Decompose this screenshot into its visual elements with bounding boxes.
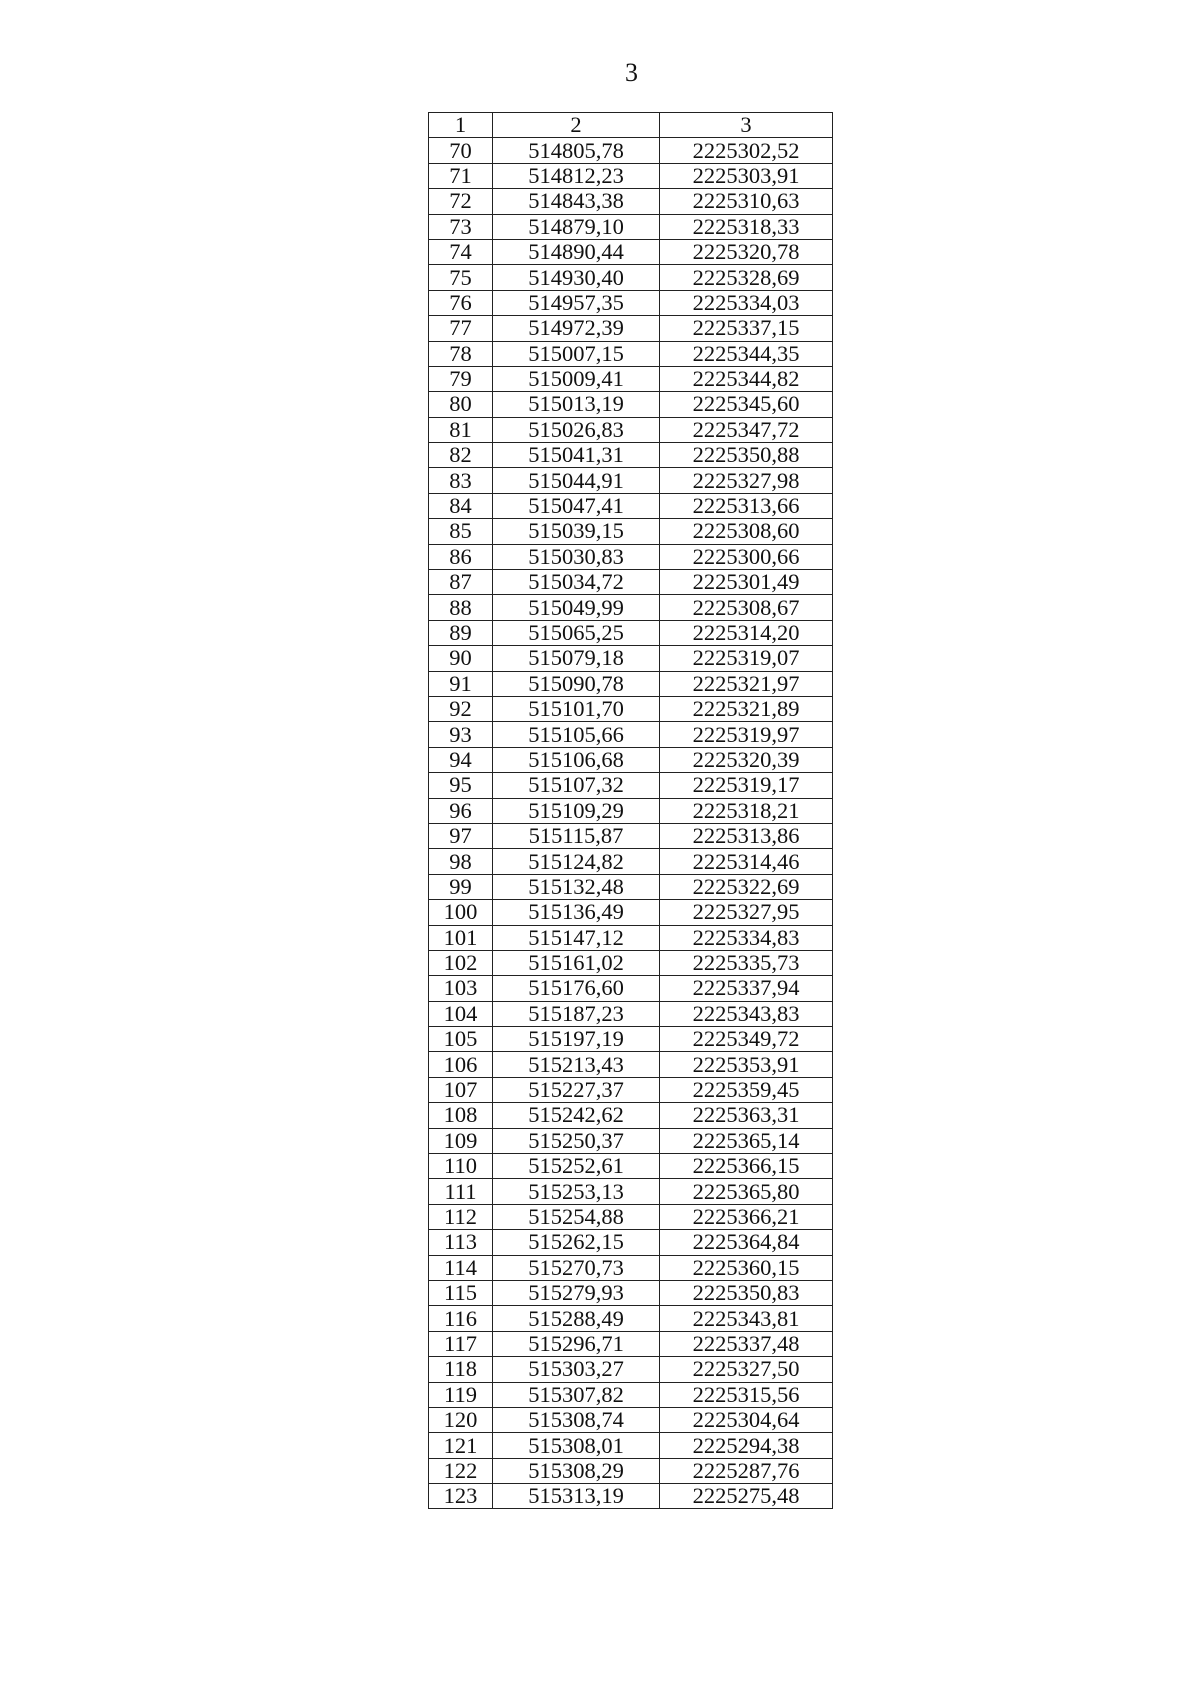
y-coordinate-cell: 2225314,46 — [660, 849, 833, 874]
point-number-cell: 104 — [429, 1001, 493, 1026]
point-number-cell: 87 — [429, 570, 493, 595]
point-number-cell: 108 — [429, 1103, 493, 1128]
table-row — [429, 849, 833, 874]
table-row — [429, 925, 833, 950]
table-row — [429, 798, 833, 823]
point-number-cell: 112 — [429, 1204, 493, 1229]
point-number-cell: 119 — [429, 1382, 493, 1407]
x-coordinate-cell: 515308,29 — [493, 1458, 660, 1483]
y-coordinate-cell: 2225364,84 — [660, 1230, 833, 1255]
x-coordinate-cell: 515176,60 — [493, 976, 660, 1001]
x-coordinate-cell: 515132,48 — [493, 874, 660, 899]
x-coordinate-cell: 515270,73 — [493, 1255, 660, 1280]
table-row — [429, 1103, 833, 1128]
table-header — [429, 113, 833, 138]
x-coordinate-cell: 515065,25 — [493, 620, 660, 645]
point-number-cell: 82 — [429, 443, 493, 468]
y-coordinate-cell: 2225344,35 — [660, 341, 833, 366]
x-coordinate-cell: 514879,10 — [493, 214, 660, 239]
point-number-cell: 110 — [429, 1154, 493, 1179]
table-row — [429, 341, 833, 366]
y-coordinate-cell: 2225320,39 — [660, 747, 833, 772]
y-coordinate-cell: 2225365,14 — [660, 1128, 833, 1153]
point-number-cell: 76 — [429, 290, 493, 315]
point-number-cell: 75 — [429, 265, 493, 290]
x-coordinate-cell: 515079,18 — [493, 646, 660, 671]
point-number-cell: 85 — [429, 519, 493, 544]
table-row — [429, 747, 833, 772]
x-coordinate-cell: 515013,19 — [493, 392, 660, 417]
point-number-cell: 92 — [429, 696, 493, 721]
point-number-cell: 120 — [429, 1407, 493, 1432]
y-coordinate-cell: 2225321,89 — [660, 696, 833, 721]
x-coordinate-cell: 514972,39 — [493, 316, 660, 341]
point-number-cell: 96 — [429, 798, 493, 823]
y-coordinate-cell: 2225327,50 — [660, 1357, 833, 1382]
y-coordinate-cell: 2225328,69 — [660, 265, 833, 290]
x-coordinate-cell: 515288,49 — [493, 1306, 660, 1331]
coordinates-table — [428, 112, 833, 1509]
y-coordinate-cell: 2225343,83 — [660, 1001, 833, 1026]
table-row — [429, 1433, 833, 1458]
x-coordinate-cell: 515253,13 — [493, 1179, 660, 1204]
table-row — [429, 290, 833, 315]
point-number-cell: 117 — [429, 1331, 493, 1356]
y-coordinate-cell: 2225321,97 — [660, 671, 833, 696]
table-row — [429, 468, 833, 493]
x-coordinate-cell: 515044,91 — [493, 468, 660, 493]
table-row — [429, 570, 833, 595]
table-row — [429, 1154, 833, 1179]
point-number-cell: 102 — [429, 950, 493, 975]
y-coordinate-cell: 2225360,15 — [660, 1255, 833, 1280]
x-coordinate-cell: 515197,19 — [493, 1027, 660, 1052]
y-coordinate-cell: 2225349,72 — [660, 1027, 833, 1052]
y-coordinate-cell: 2225319,07 — [660, 646, 833, 671]
x-coordinate-cell: 515254,88 — [493, 1204, 660, 1229]
y-coordinate-cell: 2225275,48 — [660, 1484, 833, 1509]
point-number-cell: 73 — [429, 214, 493, 239]
y-coordinate-cell: 2225366,21 — [660, 1204, 833, 1229]
point-number-cell: 77 — [429, 316, 493, 341]
y-coordinate-cell: 2225334,83 — [660, 925, 833, 950]
y-coordinate-cell: 2225302,52 — [660, 138, 833, 163]
x-coordinate-cell: 515030,83 — [493, 544, 660, 569]
x-coordinate-cell: 515262,15 — [493, 1230, 660, 1255]
table-row — [429, 316, 833, 341]
column-header-3: 3 — [660, 113, 833, 138]
y-coordinate-cell: 2225318,33 — [660, 214, 833, 239]
y-coordinate-cell: 2225350,88 — [660, 443, 833, 468]
point-number-cell: 79 — [429, 366, 493, 391]
table-row — [429, 773, 833, 798]
header-row — [429, 113, 833, 138]
x-coordinate-cell: 515106,68 — [493, 747, 660, 772]
x-coordinate-cell: 515147,12 — [493, 925, 660, 950]
x-coordinate-cell: 515252,61 — [493, 1154, 660, 1179]
y-coordinate-cell: 2225350,83 — [660, 1280, 833, 1305]
table-row — [429, 595, 833, 620]
point-number-cell: 84 — [429, 493, 493, 518]
point-number-cell: 94 — [429, 747, 493, 772]
y-coordinate-cell: 2225313,66 — [660, 493, 833, 518]
x-coordinate-cell: 515007,15 — [493, 341, 660, 366]
point-number-cell: 91 — [429, 671, 493, 696]
x-coordinate-cell: 515296,71 — [493, 1331, 660, 1356]
y-coordinate-cell: 2225308,67 — [660, 595, 833, 620]
x-coordinate-cell: 515124,82 — [493, 849, 660, 874]
point-number-cell: 93 — [429, 722, 493, 747]
point-number-cell: 123 — [429, 1484, 493, 1509]
point-number-cell: 116 — [429, 1306, 493, 1331]
table-row — [429, 900, 833, 925]
page-number: 3 — [625, 58, 638, 87]
table-row — [429, 976, 833, 1001]
table-row — [429, 1484, 833, 1509]
y-coordinate-cell: 2225303,91 — [660, 163, 833, 188]
table-row — [429, 1382, 833, 1407]
table-row — [429, 646, 833, 671]
x-coordinate-cell: 515250,37 — [493, 1128, 660, 1153]
x-coordinate-cell: 515115,87 — [493, 823, 660, 848]
table-row — [429, 163, 833, 188]
point-number-cell: 97 — [429, 823, 493, 848]
table-row — [429, 214, 833, 239]
y-coordinate-cell: 2225359,45 — [660, 1077, 833, 1102]
y-coordinate-cell: 2225363,31 — [660, 1103, 833, 1128]
point-number-cell: 109 — [429, 1128, 493, 1153]
x-coordinate-cell: 515242,62 — [493, 1103, 660, 1128]
table-row — [429, 950, 833, 975]
table-row — [429, 1204, 833, 1229]
point-number-cell: 122 — [429, 1458, 493, 1483]
x-coordinate-cell: 515107,32 — [493, 773, 660, 798]
y-coordinate-cell: 2225319,17 — [660, 773, 833, 798]
table-row — [429, 722, 833, 747]
point-number-cell: 90 — [429, 646, 493, 671]
x-coordinate-cell: 514805,78 — [493, 138, 660, 163]
point-number-cell: 114 — [429, 1255, 493, 1280]
point-number-cell: 111 — [429, 1179, 493, 1204]
table-row — [429, 417, 833, 442]
table-row — [429, 1255, 833, 1280]
point-number-cell: 101 — [429, 925, 493, 950]
table-row — [429, 1230, 833, 1255]
table-row — [429, 1052, 833, 1077]
table-row — [429, 1458, 833, 1483]
point-number-cell: 88 — [429, 595, 493, 620]
y-coordinate-cell: 2225320,78 — [660, 239, 833, 264]
y-coordinate-cell: 2225294,38 — [660, 1433, 833, 1458]
point-number-cell: 83 — [429, 468, 493, 493]
point-number-cell: 121 — [429, 1433, 493, 1458]
y-coordinate-cell: 2225335,73 — [660, 950, 833, 975]
y-coordinate-cell: 2225337,94 — [660, 976, 833, 1001]
table-body — [429, 138, 833, 1509]
y-coordinate-cell: 2225347,72 — [660, 417, 833, 442]
y-coordinate-cell: 2225345,60 — [660, 392, 833, 417]
x-coordinate-cell: 515041,31 — [493, 443, 660, 468]
point-number-cell: 78 — [429, 341, 493, 366]
x-coordinate-cell: 515187,23 — [493, 1001, 660, 1026]
x-coordinate-cell: 515026,83 — [493, 417, 660, 442]
point-number-cell: 118 — [429, 1357, 493, 1382]
x-coordinate-cell: 515227,37 — [493, 1077, 660, 1102]
table-row — [429, 366, 833, 391]
point-number-cell: 71 — [429, 163, 493, 188]
x-coordinate-cell: 515161,02 — [493, 950, 660, 975]
x-coordinate-cell: 515279,93 — [493, 1280, 660, 1305]
y-coordinate-cell: 2225314,20 — [660, 620, 833, 645]
x-coordinate-cell: 515009,41 — [493, 366, 660, 391]
table-row — [429, 874, 833, 899]
table-row — [429, 823, 833, 848]
x-coordinate-cell: 514843,38 — [493, 189, 660, 214]
table-row — [429, 189, 833, 214]
column-header-1: 1 — [429, 113, 493, 138]
table-row — [429, 443, 833, 468]
point-number-cell: 81 — [429, 417, 493, 442]
x-coordinate-cell: 515047,41 — [493, 493, 660, 518]
table-row — [429, 265, 833, 290]
table-row — [429, 1001, 833, 1026]
y-coordinate-cell: 2225344,82 — [660, 366, 833, 391]
x-coordinate-cell: 515105,66 — [493, 722, 660, 747]
y-coordinate-cell: 2225318,21 — [660, 798, 833, 823]
point-number-cell: 70 — [429, 138, 493, 163]
x-coordinate-cell: 514957,35 — [493, 290, 660, 315]
y-coordinate-cell: 2225313,86 — [660, 823, 833, 848]
x-coordinate-cell: 515303,27 — [493, 1357, 660, 1382]
x-coordinate-cell: 514812,23 — [493, 163, 660, 188]
point-number-cell: 115 — [429, 1280, 493, 1305]
table-row — [429, 544, 833, 569]
table-row — [429, 1077, 833, 1102]
table-row — [429, 239, 833, 264]
y-coordinate-cell: 2225327,95 — [660, 900, 833, 925]
y-coordinate-cell: 2225327,98 — [660, 468, 833, 493]
table-row — [429, 620, 833, 645]
x-coordinate-cell: 515034,72 — [493, 570, 660, 595]
point-number-cell: 103 — [429, 976, 493, 1001]
y-coordinate-cell: 2225301,49 — [660, 570, 833, 595]
table-row — [429, 696, 833, 721]
table-row — [429, 1331, 833, 1356]
y-coordinate-cell: 2225300,66 — [660, 544, 833, 569]
y-coordinate-cell: 2225308,60 — [660, 519, 833, 544]
table-row — [429, 1179, 833, 1204]
y-coordinate-cell: 2225366,15 — [660, 1154, 833, 1179]
point-number-cell: 98 — [429, 849, 493, 874]
y-coordinate-cell: 2225365,80 — [660, 1179, 833, 1204]
point-number-cell: 99 — [429, 874, 493, 899]
table-row — [429, 1027, 833, 1052]
x-coordinate-cell: 515308,74 — [493, 1407, 660, 1432]
table-row — [429, 493, 833, 518]
y-coordinate-cell: 2225315,56 — [660, 1382, 833, 1407]
point-number-cell: 105 — [429, 1027, 493, 1052]
x-coordinate-cell: 515313,19 — [493, 1484, 660, 1509]
x-coordinate-cell: 515213,43 — [493, 1052, 660, 1077]
point-number-cell: 107 — [429, 1077, 493, 1102]
table-row — [429, 1407, 833, 1432]
table-row — [429, 1128, 833, 1153]
y-coordinate-cell: 2225334,03 — [660, 290, 833, 315]
column-header-2: 2 — [493, 113, 660, 138]
y-coordinate-cell: 2225304,64 — [660, 1407, 833, 1432]
x-coordinate-cell: 515109,29 — [493, 798, 660, 823]
y-coordinate-cell: 2225287,76 — [660, 1458, 833, 1483]
x-coordinate-cell: 515039,15 — [493, 519, 660, 544]
point-number-cell: 100 — [429, 900, 493, 925]
point-number-cell: 72 — [429, 189, 493, 214]
table-row — [429, 519, 833, 544]
y-coordinate-cell: 2225343,81 — [660, 1306, 833, 1331]
point-number-cell: 113 — [429, 1230, 493, 1255]
x-coordinate-cell: 515101,70 — [493, 696, 660, 721]
table-row — [429, 392, 833, 417]
table-row — [429, 138, 833, 163]
point-number-cell: 106 — [429, 1052, 493, 1077]
x-coordinate-cell: 515307,82 — [493, 1382, 660, 1407]
x-coordinate-cell: 514930,40 — [493, 265, 660, 290]
table-row — [429, 1280, 833, 1305]
x-coordinate-cell: 515308,01 — [493, 1433, 660, 1458]
x-coordinate-cell: 515090,78 — [493, 671, 660, 696]
y-coordinate-cell: 2225310,63 — [660, 189, 833, 214]
y-coordinate-cell: 2225337,15 — [660, 316, 833, 341]
y-coordinate-cell: 2225337,48 — [660, 1331, 833, 1356]
point-number-cell: 95 — [429, 773, 493, 798]
point-number-cell: 80 — [429, 392, 493, 417]
point-number-cell: 89 — [429, 620, 493, 645]
x-coordinate-cell: 515136,49 — [493, 900, 660, 925]
table-row — [429, 1306, 833, 1331]
y-coordinate-cell: 2225353,91 — [660, 1052, 833, 1077]
x-coordinate-cell: 514890,44 — [493, 239, 660, 264]
point-number-cell: 74 — [429, 239, 493, 264]
table-row — [429, 1357, 833, 1382]
point-number-cell: 86 — [429, 544, 493, 569]
x-coordinate-cell: 515049,99 — [493, 595, 660, 620]
y-coordinate-cell: 2225322,69 — [660, 874, 833, 899]
table-row — [429, 671, 833, 696]
y-coordinate-cell: 2225319,97 — [660, 722, 833, 747]
